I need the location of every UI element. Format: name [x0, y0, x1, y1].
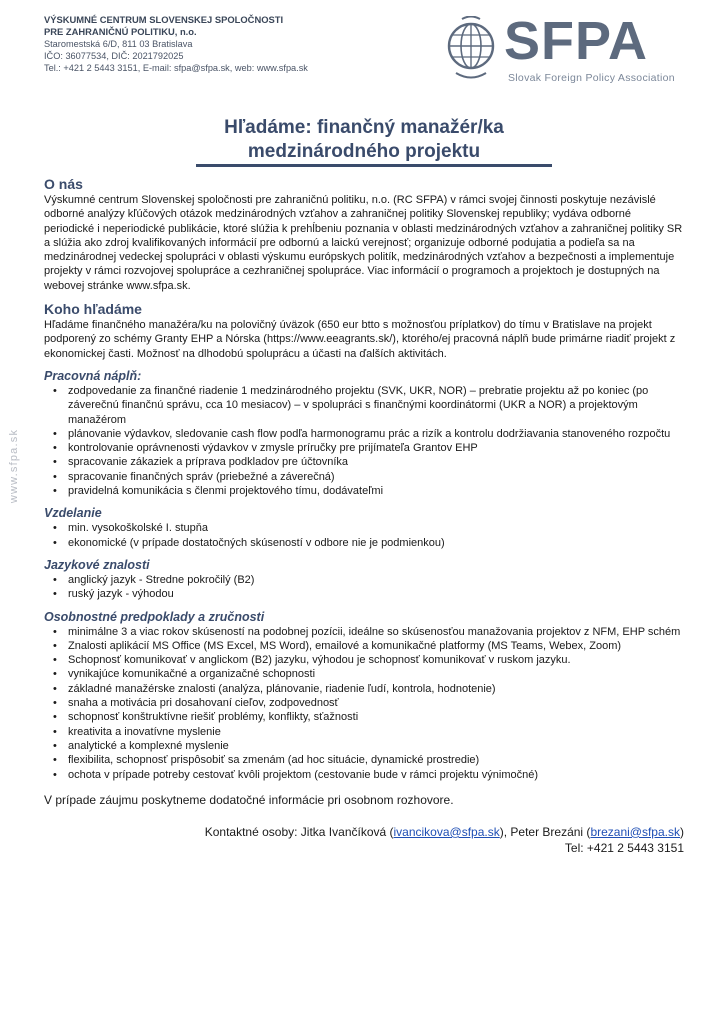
about-text: Výskumné centrum Slovenskej spoločnosti pre zahraničnú politiku, n.o. (RC SFPA) v rámci svojej činnosti poskytuje nezávislé odborné analýzy kľúčových otázok medzinárodných vzťahov a zahraničnej politiky Slovenskej republiky; vydáva odborné periodické i neperiodické publikácie, ktoré slúžia k prehĺbeniu poznania v oblasti medzinárodných vzťahov a zahraničnej politiky SR a slúžia ako zdroj kvalifikovaných informácií pre odbornú a laickú verejnosť; organizuje odborné podujatia a podieľa sa na medzinárodnej vedeckej spolupráci v oblasti výskumu európskych politík, medzinárodných vzťahov a bezpečnosti a implementuje projekty v rámci rozvojovej spolupráce a cezhraničnej spolupráce. Viac informácií o programoch a projektoch je dostupných na webovej stránke www.sfpa.sk. — [44, 194, 683, 292]
list-item: • základné manažérske znalosti (analýza, plánovanie, riadenie ľudí, kontrola, hodnotenie) — [68, 682, 684, 696]
org-contact: Tel.: +421 2 5443 3151, E-mail: sfpa@sfpa.sk, web: www.sfpa.sk — [44, 63, 308, 73]
list-item: • analytické a komplexné myslenie — [68, 739, 684, 753]
side-website-text: www.sfpa.sk — [8, 428, 20, 504]
letterhead — [44, 11, 684, 94]
title-line-2: medzinárodného projektu — [247, 141, 481, 162]
logo-subtitle: Slovak Foreign Policy Association — [508, 72, 675, 84]
list-item: • ekonomické (v prípade dostatočných skúseností v odbore nie je podmienkou) — [68, 536, 684, 550]
languages-heading: Jazykové znalosti — [44, 557, 150, 572]
title-line-1: Hľadáme: finančný manažér/ka — [224, 117, 504, 138]
org-ids: IČO: 36077534, DIČ: 2021792025 — [44, 51, 184, 61]
page-title — [44, 116, 684, 164]
contact-persons — [44, 824, 684, 856]
document-body — [44, 176, 684, 856]
closing-text: V prípade záujmu poskytneme dodatočné informácie pri osobnom rozhovore. — [44, 792, 454, 807]
globe-emblem-icon — [442, 16, 500, 82]
list-item: • flexibilita, schopnosť prispôsobiť sa zmenám (ad hoc situácie, dynamické prostredie) — [68, 753, 684, 767]
skills-heading: Osobnostné predpoklady a zručnosti — [44, 609, 265, 624]
list-item: • plánovanie výdavkov, sledovanie cash flow podľa harmonogramu prác a rizík a kontrolu dodržiavania stanoveného rozpočtu — [68, 427, 684, 441]
org-name-line-2: PRE ZAHRANIČNÚ POLITIKU, n.o. — [44, 26, 197, 37]
contact-line — [44, 824, 684, 840]
sfpa-logo — [442, 11, 722, 86]
contact-middle: ), Peter Brezáni ( — [499, 824, 591, 839]
list-item: • pravidelná komunikácia s členmi projektového tímu, dodávateľmi — [68, 484, 684, 498]
education-heading: Vzdelanie — [44, 506, 102, 521]
list-item: • min. vysokoškolské I. stupňa — [68, 521, 684, 535]
title-underline — [196, 164, 552, 167]
contact-suffix: ) — [680, 824, 684, 839]
languages-list — [44, 573, 684, 602]
list-item: • Znalosti aplikácií MS Office (MS Excel, MS Word), emailové a komunikačné platformy (MS Teams, Webex, Zoom) — [68, 639, 684, 653]
list-item: • schopnosť konštruktívne riešiť problémy, konflikty, sťažnosti — [68, 710, 684, 724]
list-item: • kontrolovanie oprávnenosti výdavkov v zmysle príručky pre prijímateľa Grantov EHP — [68, 441, 684, 455]
skills-list — [44, 625, 684, 782]
list-item: • anglický jazyk - Stredne pokročilý (B2) — [68, 573, 684, 587]
duties-heading: Pracovná náplň: — [44, 368, 142, 383]
list-item: • zodpovedanie za finančné riadenie 1 medzinárodného projektu (SVK, UKR, NOR) – prebratie projektu až po koniec (po záverečnú finančnú správu, cca 10 mesiacov) – v spolupráci s finančnými koordinátormi (UKR a NOR) a projektovým manažérom — [68, 384, 684, 427]
whom-heading: Koho hľadáme — [44, 301, 142, 318]
education-list — [44, 521, 684, 550]
email-link-brezani[interactable]: brezani@sfpa.sk — [590, 824, 680, 839]
list-item: • Schopnosť komunikovať v anglickom (B2) jazyku, výhodou je schopnosť komunikovať v ruskom jazyku. — [68, 653, 684, 667]
list-item: • snaha a motivácia pri dosahovaní cieľov, zodpovednosť — [68, 696, 684, 710]
email-link-ivancikova[interactable]: ivancikova@sfpa.sk — [393, 824, 500, 839]
org-address: Staromestská 6/D, 811 03 Bratislava — [44, 39, 193, 49]
list-item: • ochota v prípade potreby cestovať kvôli projektom (cestovanie bude v rámci projektu výnimočné) — [68, 768, 684, 782]
about-heading: O nás — [44, 176, 83, 192]
list-item: • vynikajúce komunikačné a organizačné schopnosti — [68, 667, 684, 681]
whom-text: Hľadáme finančného manažéra/ku na polovičný úväzok (650 eur btto s možnosťou príplatkov) do tímu v Bratislave na projekt podporený zo schémy Granty EHP a Nórska (https://www.eeagrants.sk/), ktorého/ej pracovná náplň bude primárne riadiť projekt z ekonomickej časti. Možnosť na dlhodobú spoluprácu a účasti na ďalších aktivitách. — [44, 319, 676, 360]
contact-prefix: Kontaktné osoby: Jitka Ivančíková ( — [204, 824, 394, 839]
logo-text: SFPA — [504, 11, 649, 71]
list-item: • kreativita a inovatívne myslenie — [68, 725, 684, 739]
list-item: • spracovanie finančných správ (priebežné a záverečná) — [68, 470, 684, 484]
contact-phone: Tel: +421 2 5443 3151 — [564, 840, 684, 855]
org-name-line-1: VÝSKUMNÉ CENTRUM SLOVENSKEJ SPOLOČNOSTI — [44, 14, 284, 25]
side-watermark — [4, 420, 24, 520]
duties-list — [44, 384, 684, 498]
list-item: • spracovanie zákaziek a príprava podkladov pre účtovníka — [68, 455, 684, 469]
list-item: • ruský jazyk - výhodou — [68, 587, 684, 601]
list-item: • minimálne 3 a viac rokov skúseností na podobnej pozícii, ideálne so skúsenosťou manažovania projektov z NFM, EHP schém — [68, 625, 684, 639]
